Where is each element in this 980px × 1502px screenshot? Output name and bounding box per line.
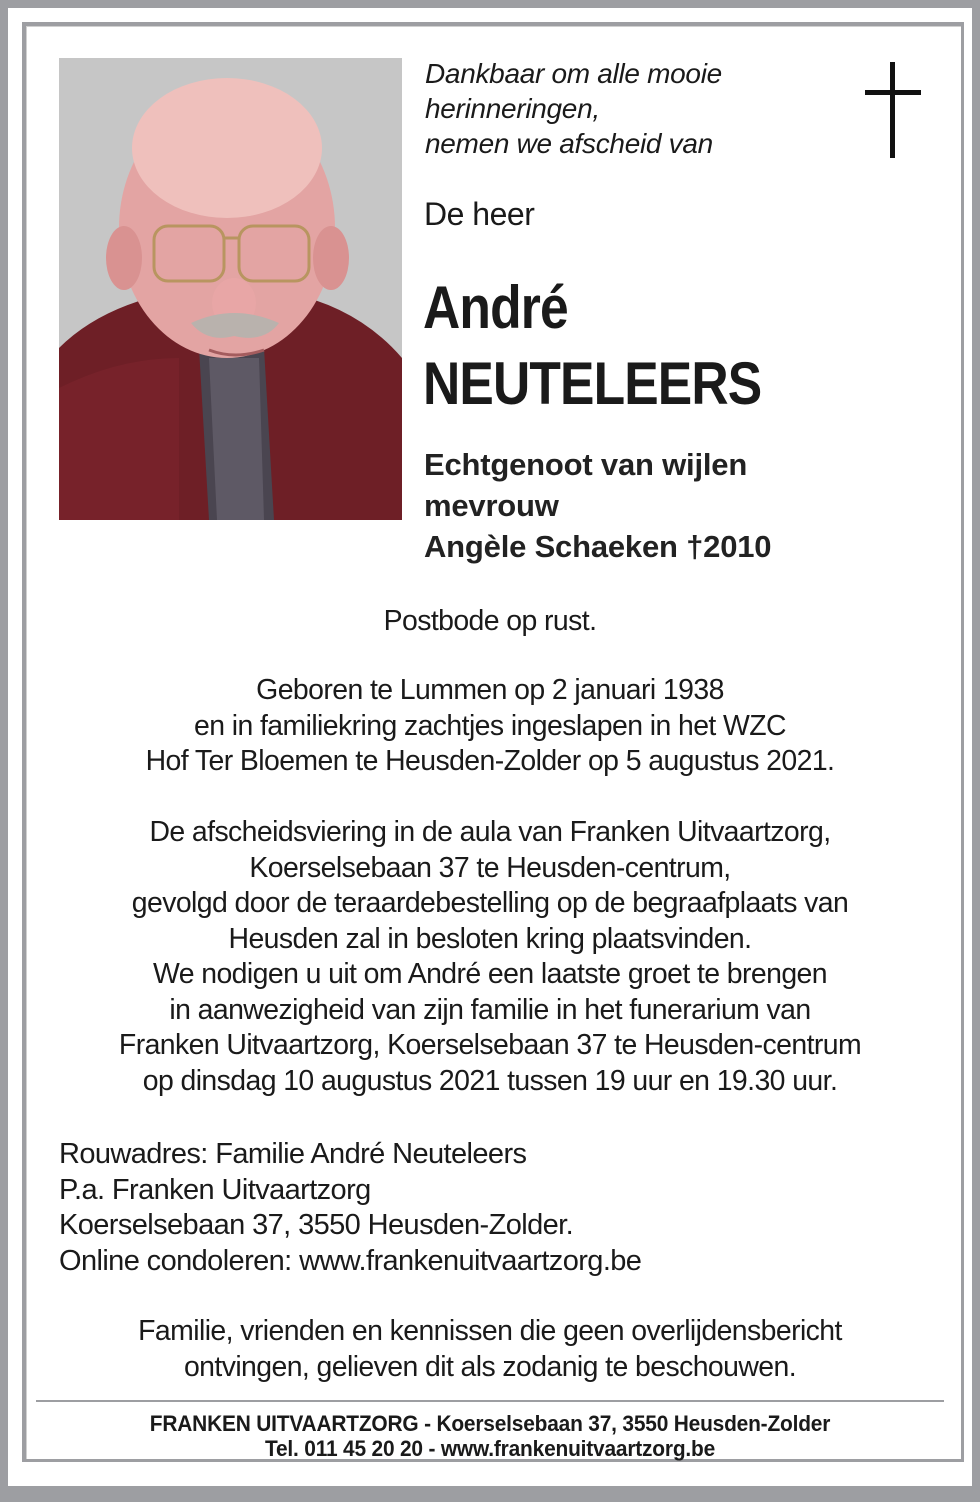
ceremony-line: gevolgd door de teraardebestelling op de begraafplaats van bbox=[131, 887, 849, 919]
title-prefix: De heer bbox=[424, 196, 535, 232]
condolence-link[interactable]: Online condoleren: www.frankenuitvaartzorg.be bbox=[59, 1244, 642, 1277]
mourning-address bbox=[59, 1137, 641, 1279]
birth-death-info bbox=[49, 673, 931, 780]
ceremony-line: Franken Uitvaartzorg, Koerselsebaan 37 te Heusden-centrum bbox=[118, 1029, 862, 1061]
footer-divider bbox=[36, 1400, 944, 1402]
ceremony-line: We nodigen u uit om André een laatste groet te brengen bbox=[153, 958, 827, 990]
cross-horizontal-bar bbox=[865, 90, 921, 95]
intro-text bbox=[425, 56, 722, 161]
address-line: Rouwadres: Familie André Neuteleers bbox=[59, 1138, 527, 1170]
notice-line: ontvingen, gelieven dit als zodanig te beschouwen. bbox=[183, 1350, 797, 1383]
cross-vertical-bar bbox=[890, 62, 895, 158]
last-name: NEUTELEERS bbox=[423, 350, 762, 417]
intro-line: nemen we afscheid van bbox=[425, 128, 713, 159]
ceremony-line: Koerselsebaan 37 te Heusden-centrum, bbox=[249, 851, 731, 884]
birth-death-line: Geboren te Lummen op 2 januari 1938 bbox=[256, 674, 724, 706]
footer-line-address: FRANKEN UITVAARTZORG - Koerselsebaan 37, 3550 Heusden-Zolder bbox=[149, 1411, 831, 1436]
notice-line: Familie, vrienden en kennissen die geen overlijdensbericht bbox=[138, 1315, 842, 1347]
birth-death-line: en in familiekring zachtjes ingeslapen in het WZC bbox=[193, 709, 786, 742]
funeral-home-footer bbox=[63, 1411, 918, 1461]
spouse-line: Angèle Schaeken †2010 bbox=[424, 529, 772, 564]
portrait-photo bbox=[59, 58, 402, 520]
footer-line-contact[interactable]: Tel. 011 45 20 20 - www.frankenuitvaartzorg.be bbox=[264, 1436, 716, 1461]
notice-text bbox=[49, 1314, 931, 1385]
ceremony-line: De afscheidsviering in de aula van Franken Uitvaartzorg, bbox=[149, 816, 831, 848]
ceremony-info bbox=[49, 815, 931, 1099]
ceremony-line: op dinsdag 10 augustus 2021 tussen 19 uur en 19.30 uur. bbox=[142, 1064, 838, 1097]
ceremony-line: in aanwezigheid van zijn familie in het funerarium van bbox=[169, 993, 811, 1026]
intro-line: Dankbaar om alle mooie bbox=[425, 58, 722, 89]
spouse-info bbox=[424, 444, 771, 567]
spouse-line: Echtgenoot van wijlen bbox=[424, 447, 748, 482]
birth-death-line: Hof Ter Bloemen te Heusden-Zolder op 5 augustus 2021. bbox=[145, 745, 835, 777]
intro-line: herinneringen, bbox=[425, 93, 600, 124]
address-line: Koerselsebaan 37, 3550 Heusden-Zolder. bbox=[59, 1209, 574, 1241]
portrait-image-icon bbox=[59, 58, 402, 520]
spouse-line: mevrouw bbox=[424, 488, 559, 523]
cross-icon bbox=[865, 62, 921, 158]
first-name: André bbox=[423, 274, 568, 341]
occupation: Postbode op rust. bbox=[383, 605, 597, 637]
ceremony-line: Heusden zal in besloten kring plaatsvinden. bbox=[228, 922, 752, 955]
address-line: P.a. Franken Uitvaartzorg bbox=[59, 1173, 371, 1206]
deceased-name bbox=[423, 270, 761, 422]
